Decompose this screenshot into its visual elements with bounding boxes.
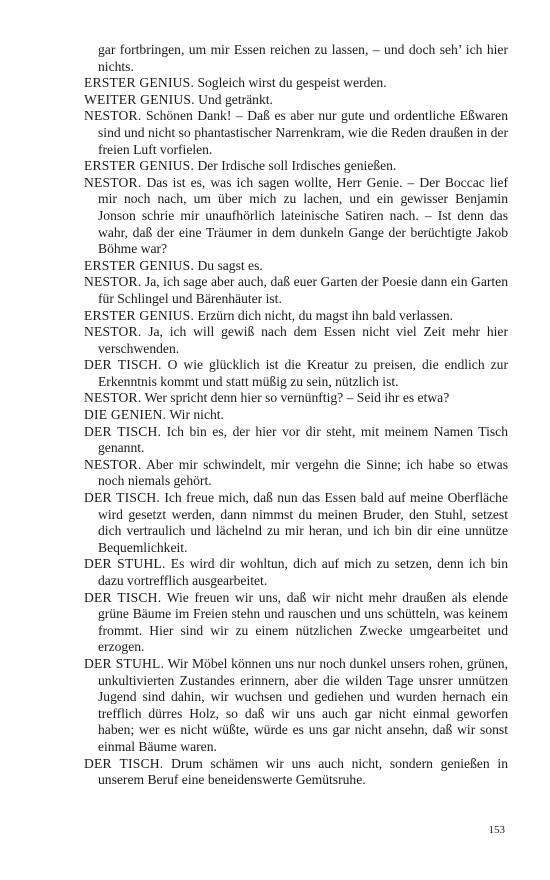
paragraph — [84, 42, 508, 75]
paragraph — [84, 308, 508, 325]
speech-text: Ja, ich will gewiß nach dem Essen nicht viel Zeit mehr hier verschwenden. — [98, 324, 508, 356]
speaker-name: DER TISCH. — [84, 357, 162, 373]
paragraph — [84, 490, 508, 556]
speech-text: Der Irdische soll Irdisches genießen. — [194, 158, 397, 174]
paragraph — [84, 108, 508, 158]
speech-text: Wer spricht denn hier so vernünftig? – Seid ihr es etwa? — [141, 390, 450, 406]
speech-text: Wir Möbel können uns nur noch dunkel unsers rohen, grünen, unkultivierten Zustandes erinnern, aber die wilden Tage unsrer unnützen Jugend sind dahin, wir wuchsen und gediehen und wurden hernach ein trefflich dürres Holz, so daß wir uns auch gar nicht einmal geworfen haben; wer es nicht wüßte, würde es uns gar nicht ansehn, daß wir sonst einmal Bäume waren. — [98, 655, 508, 754]
paragraph — [84, 92, 508, 109]
speaker-name: DER STUHL. — [84, 556, 166, 572]
speaker-name: DER STUHL. — [84, 655, 165, 671]
paragraph — [84, 590, 508, 656]
speech-text: Wie freuen wir uns, daß wir nicht mehr draußen als elende grüne Bäume im Freien stehn und rauschen und uns schütteln, was keinem frommt. Hier sind wir zu einem nützlichen Zwecke umgearbeitet und erzogen. — [98, 589, 508, 655]
speech-text: Drum schämen wir uns auch nicht, sondern genießen in unserem Beruf eine beneidenswerte Gemütsruhe. — [98, 755, 509, 788]
speaker-name: DIE GENIEN. — [84, 407, 167, 423]
speaker-name: ERSTER GENIUS. — [84, 257, 195, 273]
speaker-name: NESTOR. — [84, 390, 142, 406]
speaker-name: DER TISCH. — [84, 490, 160, 506]
speech-text: Aber mir schwindelt, mir vergehn die Sinne; ich habe so etwas noch niemals gehört. — [98, 456, 508, 489]
speaker-name: NESTOR. — [84, 456, 142, 472]
speaker-name: DER TISCH. — [84, 423, 162, 439]
paragraph — [84, 756, 508, 789]
paragraph — [84, 457, 508, 490]
speech-text: Es wird dir wohltun, dich auf mich zu setzen, denn ich bin dazu vortrefflich ausgearbeitet. — [98, 556, 508, 588]
speaker-name: DER TISCH. — [84, 755, 164, 771]
speaker-name: ERSTER GENIUS. — [84, 75, 195, 91]
speech-text: Ich bin es, der hier vor dir steht, mit meinem Namen Tisch genannt. — [98, 423, 508, 456]
paragraph — [84, 158, 508, 175]
speaker-name: NESTOR. — [84, 274, 142, 290]
speech-text: Erzürn dich nicht, du magst ihn bald verlassen. — [194, 307, 454, 323]
speaker-name: NESTOR. — [84, 174, 142, 190]
speaker-name: NESTOR. — [84, 108, 142, 124]
speaker-name: NESTOR. — [84, 324, 142, 340]
speaker-name: DER TISCH. — [84, 589, 162, 605]
paragraph — [84, 75, 508, 92]
paragraph — [84, 424, 508, 457]
paragraph — [84, 175, 508, 258]
paragraph — [84, 274, 508, 307]
speech-text: Du sagst es. — [194, 257, 263, 273]
speech-text: Sogleich wirst du gespeist werden. — [194, 75, 387, 91]
paragraph — [84, 258, 508, 275]
speech-text: O wie glücklich ist die Kreatur zu preisen, die endlich zur Erkenntnis kommt und statt müßig zu sein, nützlich ist. — [98, 357, 508, 389]
speaker-name: ERSTER GENIUS. — [84, 307, 195, 323]
speech-text: Das ist es, was ich sagen wollte, Herr Genie. – Der Boccac lief mir noch nach, um über mich zu lachen, und ein gewisser Benjamin Jonson schrie mir unaufhörlich lateinische Satiren nach. – Ist denn das wahr, daß der eine Träumer in dem dunkeln Gange der berüchtigte Jakob Böhme war? — [98, 174, 508, 257]
speech-text: Ja, ich sage aber auch, daß euer Garten der Poesie dann ein Garten für Schlingel und Bärenhäuter ist. — [98, 274, 508, 306]
speaker-name: WEITER GENIUS. — [84, 91, 195, 107]
speech-text: Und getränkt. — [194, 91, 273, 107]
paragraph — [84, 357, 508, 390]
speech-text: Wir nicht. — [166, 407, 224, 423]
page-body — [84, 42, 508, 789]
paragraph — [84, 656, 508, 756]
paragraph — [84, 390, 508, 407]
page-number: 153 — [488, 824, 505, 836]
speaker-name: ERSTER GENIUS. — [84, 158, 195, 174]
speech-text: Schönen Dank! – Daß es aber nur gute und ordentliche Eßwaren sind und nicht so phantastischer Narrenkram, wie die Reden draußen in der freien Luft vorfielen. — [98, 108, 508, 157]
speech-text: gar fortbringen, um mir Essen reichen zu lassen, – und doch seh’ ich hier nichts. — [98, 42, 508, 74]
paragraph — [84, 556, 508, 589]
paragraph — [84, 407, 508, 424]
speech-text: Ich freue mich, daß nun das Essen bald auf meine Oberfläche wird gesetzt werden, dann nimmst du meinen Bruder, den Stuhl, setzest dich vertraulich und lächelnd zu mir heran, und ich bin dir eine unnütze Bequemlichkeit. — [98, 490, 508, 555]
paragraph — [84, 324, 508, 357]
